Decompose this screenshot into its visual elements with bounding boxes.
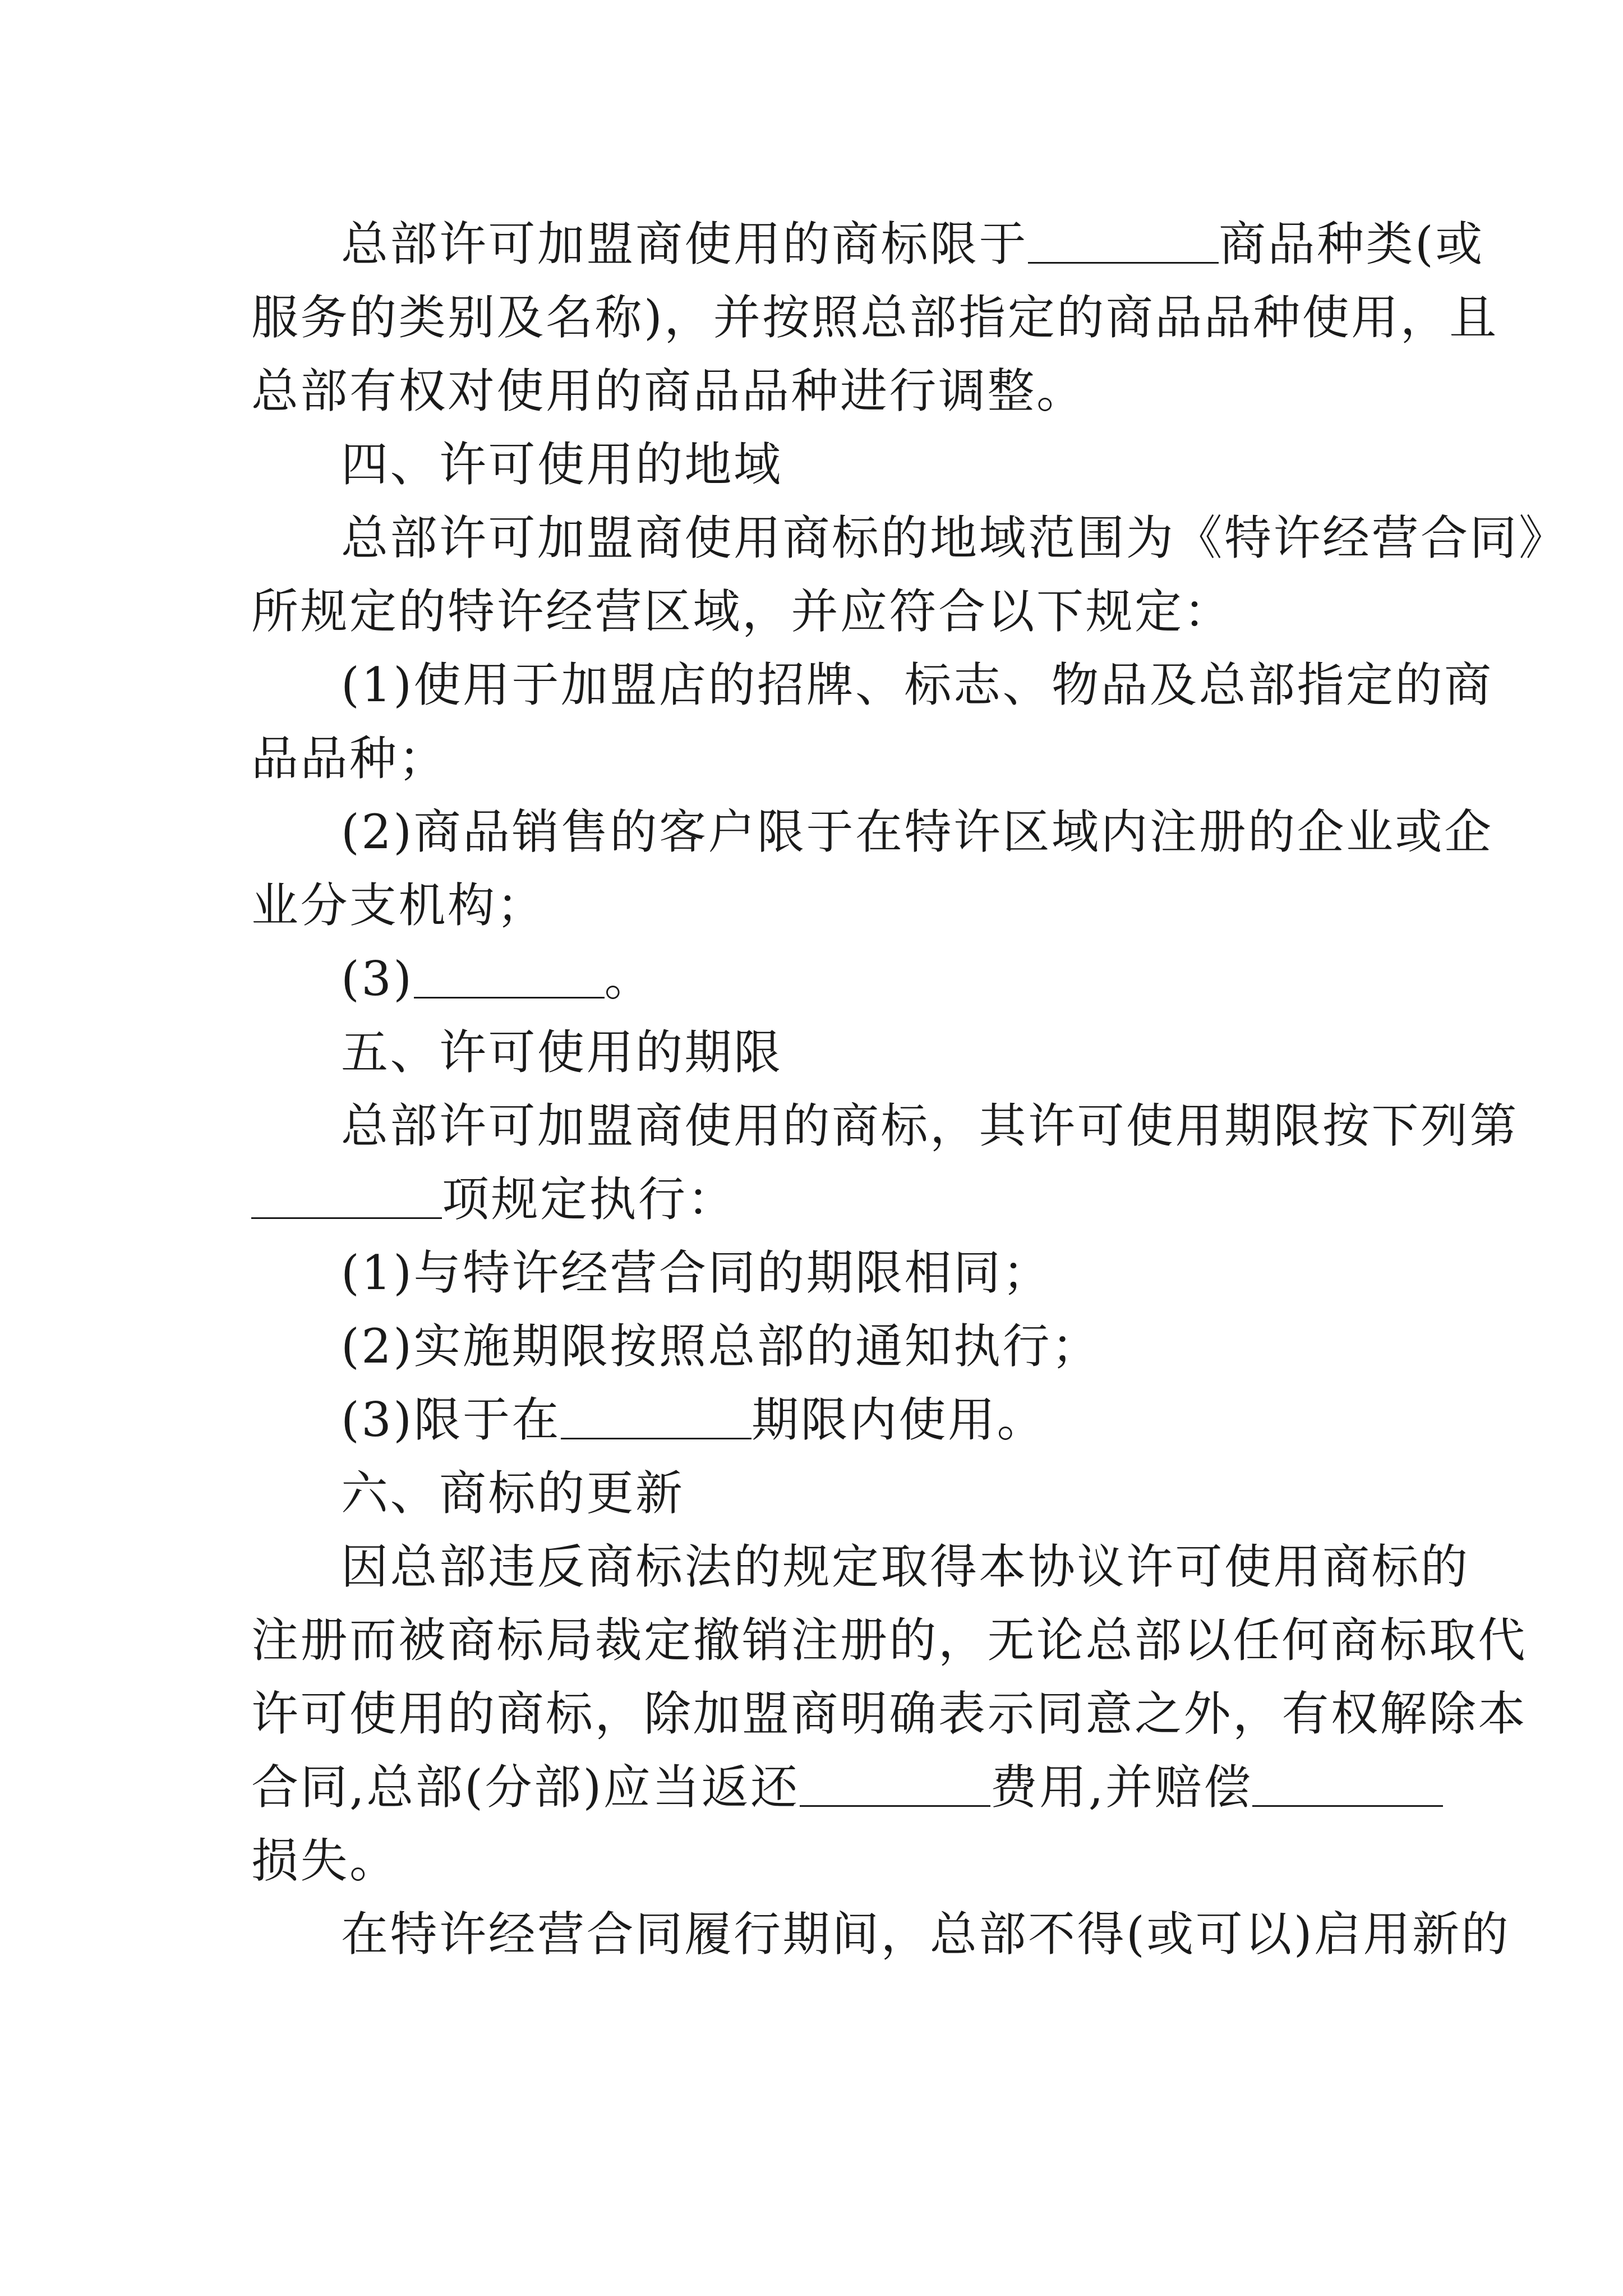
paragraph-line: 损失。 bbox=[251, 1833, 399, 1888]
paragraph-line: 合同,总部(分部)应当返还 费用,并赔偿 bbox=[251, 1748, 1443, 1826]
paragraph-line: 总部许可加盟商使用的商标，其许可使用期限按下列第 bbox=[341, 1098, 1519, 1153]
fill-in-blank bbox=[251, 1170, 442, 1219]
section-heading: 四、许可使用的地域 bbox=[341, 437, 783, 492]
fill-in-blank bbox=[561, 1391, 751, 1439]
paragraph-line: 总部许可加盟商使用商标的地域范围为《特许经营合同》 bbox=[341, 510, 1568, 565]
paragraph-line: 注册而被商标局裁定撤销注册的，无论总部以任何商标取代 bbox=[251, 1613, 1528, 1668]
paragraph-line: 总部许可加盟商使用的商标限于 商品种类(或 bbox=[341, 205, 1484, 283]
list-item: (2)实施期限按照总部的通知执行； bbox=[341, 1319, 1101, 1374]
paragraph-line: 业分支机构； bbox=[251, 878, 546, 933]
section-heading: 五、许可使用的期限 bbox=[341, 1025, 783, 1080]
paragraph-line: 项规定执行： bbox=[251, 1160, 736, 1239]
list-item: (1)与特许经营合同的期限相同； bbox=[341, 1245, 1052, 1300]
list-item: (1)使用于加盟店的招牌、标志、物品及总部指定的商 bbox=[341, 657, 1493, 712]
paragraph-line: 品品种； bbox=[251, 731, 448, 786]
paragraph-line: 许可使用的商标，除加盟商明确表示同意之外，有权解除本 bbox=[251, 1686, 1528, 1741]
fill-in-blank bbox=[1252, 1758, 1443, 1807]
list-item: (3) 。 bbox=[341, 940, 653, 1018]
paragraph-line: 总部有权对使用的商品品种进行调整。 bbox=[251, 364, 1086, 418]
paragraph-line: 服务的类别及名称)，并按照总部指定的商品品种使用，且 bbox=[251, 290, 1498, 345]
list-item: (3)限于在 期限内使用。 bbox=[341, 1381, 1046, 1459]
paragraph-line: 因总部违反商标法的规定取得本协议许可使用商标的 bbox=[341, 1539, 1470, 1594]
paragraph-line: 在特许经营合同履行期间，总部不得(或可以)启用新的 bbox=[341, 1907, 1511, 1962]
section-heading: 六、商标的更新 bbox=[341, 1466, 685, 1521]
list-item: (2)商品销售的客户限于在特许区域内注册的企业或企 bbox=[341, 804, 1493, 859]
fill-in-blank bbox=[800, 1758, 990, 1807]
fill-in-blank bbox=[1028, 215, 1219, 264]
fill-in-blank bbox=[414, 950, 605, 999]
paragraph-line: 所规定的特许经营区域，并应符合以下规定： bbox=[251, 584, 1233, 639]
